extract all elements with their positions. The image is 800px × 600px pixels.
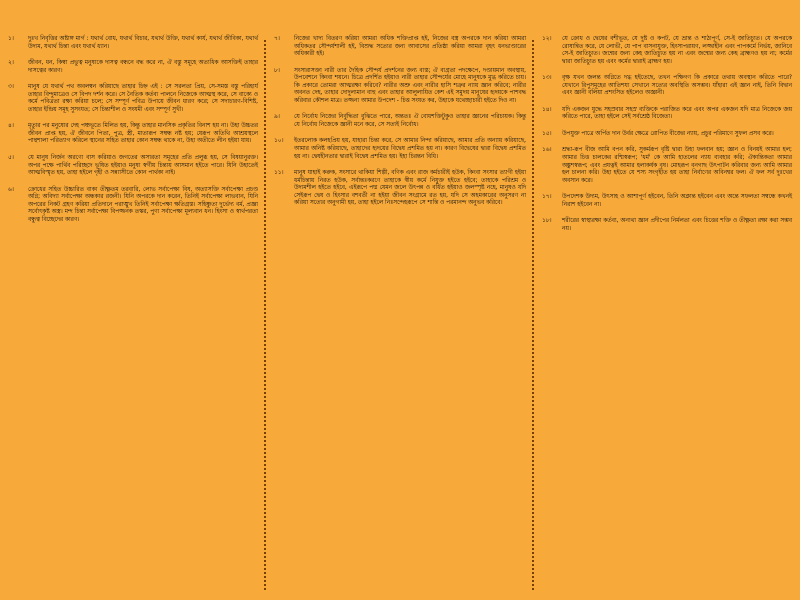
saying-text: যে ক্রোধ ও দ্বেষের বশীভূত, যে দুষ্ট ও কপট, যে ভ্রান্ত ও শাঠ্যপূর্ণ, সে-ই জাতিচ্যুত। যে অপরকে রোষান্বিত করে, যে লোভী, যে পাপ বাসনাযুক্ত, হিংসাপরায়ণ, লজ্জাহীন এবং পাপকর্মে নির্ভয়, জানিবে সে-ই জাতিচ্যুত। জন্মের জন্য কেহ জাতিচ্যুত হয় না এবং জন্মের জন্য কেহ ব্রাহ্মণও হয় না; কর্মের দ্বারা জাতিচ্যুত হয় এবং কর্মের দ্বারাই ব্রাহ্মণ হয়। (562, 36, 792, 65)
saying-item (274, 114, 526, 129)
saying-item (542, 107, 792, 122)
saying-item (274, 68, 526, 106)
saying-item (542, 75, 792, 98)
column-2 (266, 0, 534, 600)
saying-item (542, 131, 792, 139)
saying-text: দুঃখ নিবৃত্তির অষ্টাঙ্গ মার্গ : যথার্থ বোধ, যথার্থ বিচার, যথার্থ উক্তি, যথার্থ কার্য, যথার্থ জীবিকা, যথার্থ উদ্যম, যথার্থ চিন্তা এবং যথার্থ ধ্যান। (28, 36, 258, 50)
saying-number: ১০। (274, 138, 284, 145)
saying-text: যে নির্বোধ নিজের নির্বুদ্ধিতা বুঝিতে পারে, অন্ততঃ ঐ বোধশক্তিটুকুও তাহার জ্ঞানের পরিচায়ক। কিন্তু যে নির্বোধ নিজেকে জ্ঞানী মনে করে, সে সত্যই নির্বোধ। (294, 114, 526, 128)
saying-number: ৬। (8, 186, 14, 193)
saying-text: উপযুক্ত পাত্রে অর্পিত দান উর্বর ক্ষেত্রে রোপিত বীজের ন্যায়, প্রচুর পরিমাণে সুফল প্রসব করে। (562, 130, 774, 137)
saying-number: ১২। (542, 36, 552, 42)
saying-number: ৪। (8, 123, 14, 130)
saying-number: ৩। (8, 84, 14, 91)
saying-item (542, 147, 792, 185)
saying-item (8, 155, 258, 178)
saying-number: ৯। (274, 114, 280, 121)
saying-text: ইতরলোক কলহপ্রিয় হয়, যাহারা চিন্তা করে, সে আমার নিন্দা করিয়াছে, আমার প্রতি অন্যায় করিয়াছে, আমার অনিষ্ট করিয়াছে, তাহাদের হৃদয়ের বিদ্বেষ প্রশমিত হয় না। কারণ বিদ্বেষের দ্বারা বিদ্বেষ প্রশমিত হয় না। দ্বেষহীনতার দ্বারাই বিদ্বেষ প্রশমিত হয়। ইহা চিরন্তন বিধি। (294, 138, 526, 160)
saying-item (542, 218, 792, 233)
saying-number: ১৫। (542, 130, 552, 137)
saying-number: ১৬। (542, 147, 552, 154)
saying-number: ১৩। (542, 75, 552, 82)
saying-item (274, 36, 526, 59)
saying-item (274, 170, 526, 208)
saying-text: বৃক্ষ যখন জলন্ত অগ্নিতে দগ্ধ হইতেছে, তখন পক্ষিগণ কি প্রকারে তথায় অবস্থান করিতে পারে? যেখানে রিপুসমূহের আতিশয্য সেখানে সত্যের অবস্থিতি অসম্ভব। যাঁহারা এই জ্ঞান নাই, তিনি বিদ্বান এবং জ্ঞানী বলিয়া প্রশংসিত হইলেও অজ্ঞানী। (562, 75, 792, 97)
saying-number: ২। (8, 60, 14, 67)
saying-text: ক্রোধের সহিত উচ্চারিত বাক্য তীক্ষ্ণতম তরবারি, লোভ সর্বাপেক্ষা বিষ, অত্যাসক্তি সর্বাপেক্ষা প্রচণ্ড অগ্নি; অবিদ্যা সর্বাপেক্ষা অন্ধকার রজনী। যিনি অপরকে দান করেন, তিনিই সর্বাপেক্ষা লাভবান, যিনি অপরের নিকট গ্রহণ করিয়া প্রতিদানে পরাঙ্মুখ তিনিই সর্বাপেক্ষা ক্ষতিগ্রস্ত। সহিষ্ণুতা দুর্ভেদ্য বর্ম, প্রজ্ঞা সর্বোৎকৃষ্ট অস্ত্র। মন্দ চিন্তা সর্বাপেক্ষা বিপজ্জনক তস্কর, পুণ্য সর্বাপেক্ষা মূল্যবান ধন। হিংসা ও স্বার্থপরতা বন্ধুত্ব বিচ্ছেদের কারণ। (28, 186, 258, 223)
saying-text: নিজের খাদ্য বিতরণ করিয়া আমরা অধিক শক্তিপ্রাপ্ত হই, নিজের বস্ত্র অপরকে দান করিয়া আমরা অধিকতর সৌন্দর্যশালী হই, বিশুদ্ধ সত্যের জন্য আবাসের প্রতিষ্ঠা করিয়া আমরা বৃহৎ ধনভাণ্ডারের অধিকারী হই। (294, 36, 526, 58)
saying-item (274, 138, 526, 161)
saying-text: শ্রদ্ধা-রূপ বীজ আমি বপন করি, সুকর্মরূপ বৃষ্টি দ্বারা উহা ফলবান হয়; জ্ঞান ও বিনয়ই আমার হল; আমার চিত্ত চালকের রশ্মিস্বরূপ; 'ধর্ম' কে আমি হাতলের ন্যায় ব্যবহার করি; ঐকান্তিকতা আমার অঙ্কুশস্বরূপ; এবং প্রযত্নই আমার হলাকর্ষক বৃষ। মোহরূপ বনগাছ উৎপাটন করিবার জন্য আমি আমার হল চালনা করি। উহা হইতে যে শস্য সংগৃহীত হয় তাহা নির্বাণের অবিনশ্বর ফল। ঐ ফল সর্ব দুঃখের অবসান করে। (562, 147, 792, 184)
saying-item (8, 60, 258, 75)
saying-text: জীবন, ধন, কিম্বা প্রভুত্ব মনুষ্যকে দাসত্ব বন্ধনে বদ্ধ করে না, ঐ বস্তু সমূহে অত্যধিক আসক্তিই তাহার দাসত্বের কারণ। (28, 60, 258, 74)
saying-text: মানুষ যাহাই করুক, সংসারে থাকিয়া শিল্পী, বণিক এবং রাজ কর্মচারীই হউক, কিংবা সংসার ত্যাগী হইয়া ধর্মচিন্তায় নিরত হউক, সর্বান্তঃকরণে তাহাকে স্বীয় কর্মে নিযুক্ত হইতে হইবে; তাহাকে পরিশ্রম ও উদ্যমশীল হইতে হইবে, এইরূপে পদ্ম যেমন জলে উৎপন্ন ও বর্ধিত হইয়াও জলস্পৃষ্ট নহে, মানুষও যদি সেইরূপ দ্বেষ ও হিংসার বশবর্তী না হইয়া জীবন সংগ্রামে রত হয়, যদি সে অহমকারের অনুসরণ না করিয়া সত্যের অনুগামী হয়, তাহা হইলে নিঃসন্দেহরূপে সে শান্তি ও পরমানন্দ অনুভব করিবে। (294, 170, 526, 207)
saying-number: ৫। (8, 155, 14, 162)
saying-number: ৮। (274, 67, 280, 74)
saying-number: ১৭। (542, 194, 552, 201)
saying-number: ১৮। (542, 218, 552, 225)
saying-item (8, 187, 258, 225)
saying-text: উপদেশক উদ্যম, উৎসাহ ও আশাপূর্ণ হইবেন, তিনি অক্লান্ত হইবেন এবং অন্তে সফলতা সম্বন্ধে কখনই নিরাশ হইবেন না। (562, 194, 792, 208)
saying-item (8, 84, 258, 114)
saying-text: যে মানুষ নির্জন অরণ্যে বাস করিয়াও জগতের অসারতা সমূহের প্রতি প্রলুব্ধ হয়, সে বিষয়ানুরক্ত। অপর পক্ষে পার্থিব পরিচ্ছদে ভূষিত হইয়াও মনুষ্য স্বর্গীয় চিন্তায় আসমান হইতে পারে। যিনি উহাতেই আত্মবিস্মৃত হয়, তাহা হইলে গৃহী ও সন্ন্যাসীতে কোন পার্থক্য নাই। (28, 155, 258, 177)
saying-number: ৭। (274, 36, 280, 42)
saying-item (542, 36, 792, 66)
saying-number: ১৪। (542, 106, 552, 113)
saying-text: মৃত্যুর পর মনুষ্যের দেহ পঞ্চভূতে মিলিত হয়, কিন্তু তাহার মানসিক প্রকৃতির বিনাশ হয় না। উহা উচ্চতর জীবন প্রাপ্ত হয়, ঐ জীবনে পিতা, পুত্র, স্ত্রী, মাতারূপ সম্বন্ধ নষ্ট হয়; যেরূপ অতিথি আশ্রয়স্থলে পান্থশালা পরিত্যাগ করিলে স্থানের সহিত তাহার কোন সম্বন্ধ থাকে না, উহা অতীতে লীন হইয়া যায়। (28, 123, 258, 145)
saying-text: মানুষ যে যথার্থ পথ অবলম্বন করিয়াছে তাহার চিহ্ন এই : সে সরলতা প্রিয়, সে-সমস্ত বস্তু পরিহার্য তাহার বিন্দুমাত্রেও সে বিপদ দর্শন করে। সে নৈতিক কর্তব্য পালনে নিজেকে আত্মস্থ করে, সে বাক্যে ও কর্মে পবিত্রতা রক্ষা করিয়া চলে; সে সম্পূর্ণ পবিত্র উপায়ে জীবন ধারণ করে; সে সদাচারণ-বিশিষ্ট, তাহার ইন্দ্রিয় সমূহ সুসংযত; সে চিন্তাশীল ও সংযমী এবং সম্পূর্ণ সুখী। (28, 84, 258, 113)
saying-number: ১। (8, 36, 14, 42)
saying-item (542, 194, 792, 209)
saying-number: ১১। (274, 170, 284, 177)
saying-text: যদি একজন যুদ্ধে সহস্রবার সহস্র ব্যক্তিকে পরাজিত করে এবং অপর একজন যদি মাত্র নিজেকে জয় করিতে পারে, তাহা হইলে সেই সর্বশ্রেষ্ঠ বিজেতা। (562, 106, 792, 121)
saying-text: শরীরের স্বাস্থ্যরক্ষা কর্তব্য, অন্যথা জ্ঞান প্রদীপের নির্মলতা এবং চিত্তের শক্তি ও তীক্ষ্ণতা রক্ষা করা সম্ভব নয়। (562, 218, 792, 232)
column-1 (0, 0, 266, 600)
saying-item (8, 123, 258, 146)
column-3 (534, 0, 800, 600)
saying-text: সংসারাসক্তা নারী তার দৈহিক সৌন্দর্য প্রদর্শনের জন্য ব্যস্ত; ঐ ব্যগ্রতা পদক্ষেপে, দণ্ডায়মান অবস্থায়, উপবেশনে কিংবা শয়নে। চিত্রে প্রদর্শিত হইয়াও নারী তাহার সৌন্দর্যের মোহে মানুষকে মুগ্ধ করিতে চায়। কি প্রকারে তোমরা আত্মরক্ষা করিবে? নারীর অশ্রু এবং নারীর হাসি শত্রুর ন্যায় জ্ঞান করিবে; নারীর অবনত দেহ, তাহার দোদুল্যমান বাহু এবং তাহার আলুলায়িত কেশ এই সমুদয় মানুষের হৃদয়কে পাশবদ্ধ করিবার কৌশল মাত্র। তজ্জন্য আমার উপদেশ - চিত্ত সংযত কর, উহাকে যথেচ্ছাচারী হইতে দিও না। (294, 67, 526, 104)
saying-item (8, 36, 258, 51)
